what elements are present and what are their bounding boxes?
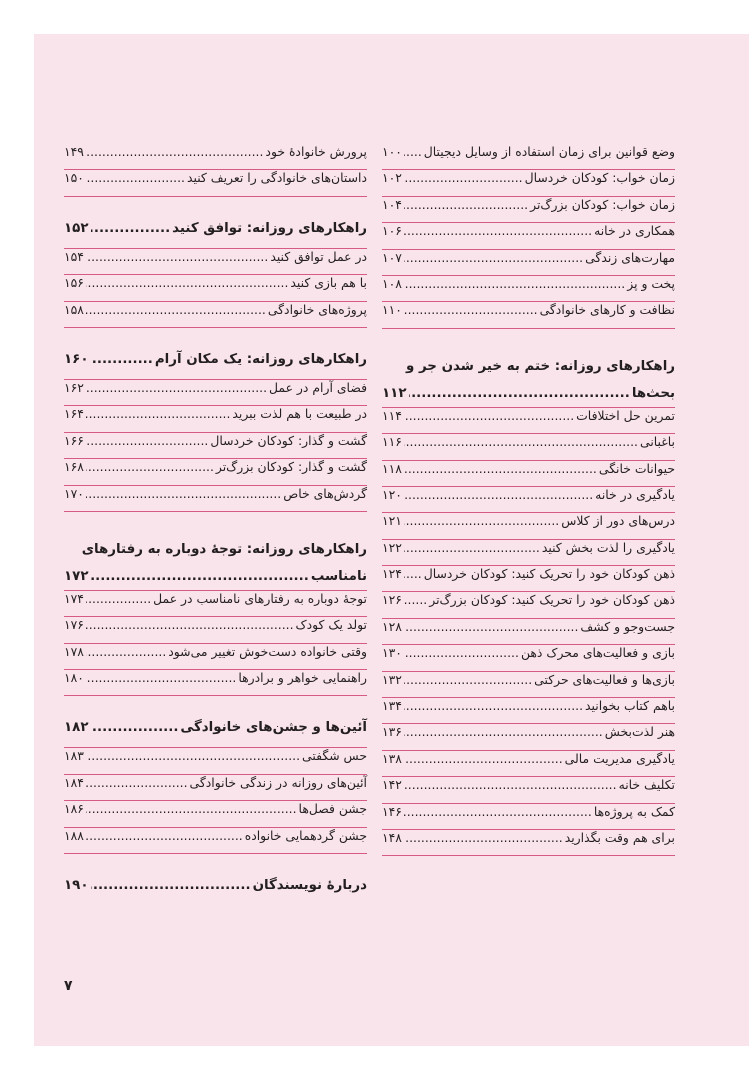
toc-entry-title: گشت و گذار: کودکان خردسال [210,432,367,448]
toc-entry [382,276,675,302]
toc-entry [64,828,367,854]
toc-entry-title: راهنمایی خواهر و برادرها [238,670,367,686]
dot-leader [404,540,540,555]
toc-entry-page: ۱۱۴ [382,407,402,423]
toc-entry-title: بازی و فعالیت‌های محرک ذهن [520,645,675,661]
toc-entry-page: ۱۳۲ [382,671,402,687]
toc-entry [382,144,675,170]
toc-entry-title: درس‌های دور از کلاس [561,513,675,529]
dot-leader [404,487,593,502]
section-heading-text: راهکارهای روزانه: یک مکان آرام [154,351,367,367]
toc-entry [64,459,367,485]
toc-entry-page: ۱۴۶ [382,803,402,819]
toc-entry-title: مهارت‌های زندگی [585,249,675,265]
toc-entry [64,380,367,406]
dot-leader [404,250,583,265]
section-heading-page: ۱۱۲ [382,385,407,401]
toc-entry-page: ۱۴۸ [382,829,402,845]
toc-entry-page: ۱۰۶ [382,223,402,239]
toc-entry [382,804,675,830]
dot-leader [404,197,528,212]
toc-entry-title: حس شگفتی [302,748,367,764]
toc-entry [64,433,367,459]
toc-entry [64,144,367,170]
toc-entry [64,670,367,696]
dot-leader [404,566,422,581]
toc-entry [382,566,675,592]
toc-right-column [382,144,675,856]
toc-entry [64,591,367,617]
section-heading-page: ۱۶۰ [64,351,89,367]
toc-entry-title: آئین‌های روزانه در زندگی خانوادگی [189,774,367,790]
dot-leader [404,434,638,449]
toc-entry-page: ۱۵۴ [64,248,84,264]
toc-entry-title: تولد یک کودک [295,617,367,633]
dot-leader [86,459,214,474]
toc-entry-title: گردش‌های خاص [283,485,367,501]
toc-entry-page: ۱۷۶ [64,617,84,633]
toc-entry-title: با هم بازی کنید [290,275,367,291]
toc-entry-title: زمان خواب: کودکان خردسال [524,170,675,186]
toc-entry [382,170,675,196]
toc-entry-page: ۱۲۰ [382,486,402,502]
toc-entry-page: ۱۷۸ [64,643,84,659]
dot-leader [404,830,563,845]
toc-entry-title: تکلیف خانه [618,777,675,793]
dot-leader [404,724,603,739]
toc-entry-page: ۱۵۶ [64,275,84,291]
toc-entry-page: ۱۱۰ [382,302,402,318]
toc-entry-page: ۱۸۳ [64,748,84,764]
dot-leader [404,144,422,159]
toc-entry [64,406,367,432]
toc-entry-page: ۱۸۰ [64,670,84,686]
toc-entry [64,275,367,301]
section-heading-behavior [64,536,367,591]
toc-entry-page: ۱۵۰ [64,170,84,186]
toc-entry-title: باهم کتاب بخوانید [585,698,675,714]
dot-leader [404,408,574,423]
toc-entry-title: جست‌وجو و کشف [580,618,675,634]
toc-entry [382,751,675,777]
toc-entry-page: ۱۴۲ [382,777,402,793]
toc-entry-page: ۱۲۱ [382,513,402,529]
toc-entry-title: یادگیری را لذت بخش کنید [541,539,675,555]
toc-entry-page: ۱۷۴ [64,590,84,606]
toc-entry [382,461,675,487]
toc-entry-page: ۱۳۰ [382,645,402,661]
toc-entry [382,724,675,750]
toc-entry-page: ۱۶۶ [64,432,84,448]
toc-entry-title: داستان‌های خانوادگی را تعریف کنید [186,170,367,186]
toc-entry [64,249,367,275]
toc-entry-page: ۱۳۴ [382,698,402,714]
dot-leader [404,223,592,238]
toc-entry [382,434,675,460]
section-heading-text: آئین‌ها و جشن‌های خانوادگی [180,720,367,736]
dot-leader [404,777,617,792]
toc-entry-page: ۱۰۴ [382,196,402,212]
section-heading-arguments [382,353,675,408]
toc-entry-title: باغبانی [640,434,675,450]
toc-entry-title: حیوانات خانگی [598,460,675,476]
dot-leader [404,276,625,291]
toc-entry-page: ۱۲۸ [382,618,402,634]
toc-entry-title: تمرین حل اختلافات [576,407,675,423]
dot-leader [86,828,243,843]
section-heading-line1: راهکارهای روزانه: توجهٔ دوباره به رفتارهای [81,541,367,557]
toc-entry-page: ۱۵۸ [64,301,84,317]
toc-entry [64,170,367,196]
toc-entry-title: جشن فصل‌ها [298,801,367,817]
toc-entry [64,775,367,801]
section-heading-about [64,878,367,905]
dot-leader [86,801,297,816]
section-heading-page: ۱۵۲ [64,220,89,236]
toc-entry [382,487,675,513]
toc-entry-page: ۱۱۶ [382,434,402,450]
dot-leader [86,617,294,632]
toc-entry-title: در طبیعت با هم لذت ببرید [232,406,367,422]
section-heading-line1: راهکارهای روزانه: ختم به خیر شدن جر و [405,358,675,374]
dot-leader [86,748,300,763]
toc-entry [64,644,367,670]
section-heading-line2: نامناسب [310,568,367,584]
toc-entry-title: وقتی خانواده دست‌خوش تغییر می‌شود [168,643,367,659]
section-heading-page: ۱۹۰ [64,878,89,894]
toc-entry-page: ۱۰۸ [382,275,402,291]
toc-left-column [64,144,367,905]
toc-entry-title: نظافت و کارهای خانوادگی [539,302,675,318]
dot-leader [404,619,578,634]
toc-entry-title: همکاری در خانه [594,223,675,239]
toc-entry-title: ذهن کودکان خود را تحریک کنید: کودکان بزرگ‌تر [429,592,675,608]
section-heading-text: راهکارهای روزانه: توافق کنید [172,220,367,236]
toc-entry [64,801,367,827]
toc-entry-title: زمان خواب: کودکان بزرگ‌تر [530,196,675,212]
dot-leader [86,486,281,501]
toc-entry [382,223,675,249]
toc-entry-page: ۱۸۸ [64,827,84,843]
section-heading-agree [64,221,367,249]
toc-entry-page: ۱۴۹ [64,144,84,159]
toc-entry [64,748,367,774]
toc-entry [382,698,675,724]
toc-entry-title: پرورش خانوادهٔ خود [265,144,367,159]
toc-entry-page: ۱۰۲ [382,170,402,186]
dot-leader [86,644,166,659]
toc-entry-title: یادگیری مدیریت مالی [564,750,675,766]
toc-entry-title: بازی‌ها و فعالیت‌های حرکتی [534,671,675,687]
dot-leader [86,775,188,790]
toc-entry [382,250,675,276]
toc-entry [382,619,675,645]
toc-entry-title: ذهن کودکان خود را تحریک کنید: کودکان خردسال [423,566,675,582]
dot-leader [404,513,559,528]
toc-entry-page: ۱۶۸ [64,459,84,475]
toc-entry-page: ۱۲۴ [382,566,402,582]
dot-leader [404,302,538,317]
toc-entry-page: ۱۱۸ [382,460,402,476]
toc-entry-page: ۱۶۲ [64,379,84,395]
toc-entry-page: ۱۲۶ [382,592,402,608]
toc-entry-page: ۱۷۰ [64,485,84,501]
toc-entry-page: ۱۲۲ [382,539,402,555]
toc-entry-page: ۱۳۶ [382,724,402,740]
page-number: ۷ [64,978,73,994]
toc-entry-page: ۱۰۰ [382,144,402,159]
toc-entry [382,513,675,539]
dot-leader [86,275,288,290]
section-heading-line2: بحث‌ها [631,385,675,401]
toc-entry-page: ۱۳۸ [382,750,402,766]
dot-leader [404,461,597,476]
dot-leader [404,698,583,713]
toc-entry [382,592,675,618]
dot-leader [86,380,267,395]
toc-entry-title: پروژه‌های خانوادگی [267,301,367,317]
toc-entry [382,408,675,434]
toc-entry-page: ۱۰۷ [382,249,402,265]
dot-leader [86,433,208,448]
toc-entry [382,197,675,223]
dot-leader [404,170,523,185]
toc-entry [64,486,367,512]
dot-leader [86,144,263,159]
dot-leader [404,592,427,607]
toc-entry [382,672,675,698]
toc-entry [382,540,675,566]
toc-entry [382,830,675,856]
dot-leader [86,670,236,685]
dot-leader [86,170,185,185]
toc-entry-page: ۱۸۴ [64,774,84,790]
toc-entry-title: گشت و گذار: کودکان بزرگ‌تر [215,459,367,475]
dot-leader [86,249,268,264]
toc-entry [382,777,675,803]
toc-entry [64,302,367,328]
section-heading-calm [64,352,367,380]
toc-entry-title: فضای آرام در عمل [269,379,367,395]
dot-leader [86,302,266,317]
toc-entry-title: در عمل توافق کنید [270,248,367,264]
toc-entry-title: پخت و پز [627,275,675,291]
toc-entry-title: وضع قوانین برای زمان استفاده از وسایل دیجیتال [423,144,675,159]
toc-entry-title: جشن گردهمایی خانواده [244,827,367,843]
toc-entry [64,617,367,643]
section-heading-page: ۱۸۲ [64,720,89,736]
dot-leader [404,751,563,766]
toc-entry [382,302,675,328]
toc-entry-page: ۱۶۴ [64,406,84,422]
dot-leader [86,591,151,606]
toc-entry [382,645,675,671]
toc-entry-title: برای هم وقت بگذارید [564,829,675,845]
dot-leader [404,645,519,660]
toc-entry-title: توجهٔ دوباره به رفتارهای نامناسب در عمل [153,590,367,606]
dot-leader [404,672,532,687]
dot-leader [404,804,592,819]
toc-entry-title: کمک به پروژه‌ها [593,803,675,819]
toc-entry-title: هنر لذت‌بخش [604,724,675,740]
section-heading-page: ۱۷۲ [64,568,89,584]
section-heading-text: دربارهٔ نویسندگان [252,878,367,894]
toc-entry-page: ۱۸۶ [64,801,84,817]
dot-leader [86,406,230,421]
toc-entry-title: یادگیری در خانه [595,486,675,502]
section-heading-rituals [64,720,367,748]
